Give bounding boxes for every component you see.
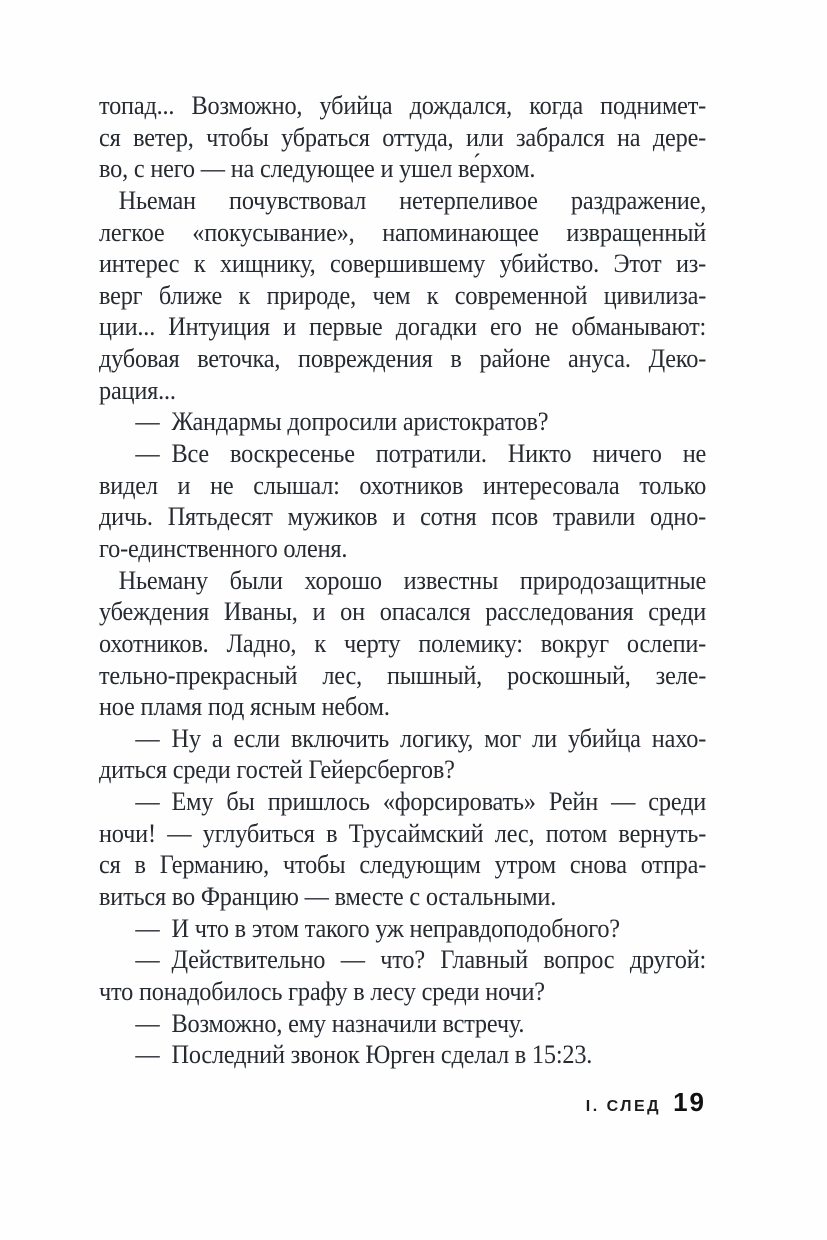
text-line: диться среди гостей Гейерсбергов? <box>99 755 455 785</box>
text-line: во, с него — на следующее и ушел ве́рхом. <box>99 154 536 184</box>
text-line: легкое «покусывание», напоминающее извращенный <box>99 217 707 247</box>
text-line: Ньеман почувствовал нетерпеливое раздражение, <box>118 185 707 215</box>
text-line: дичь. Пятьдесят мужиков и сотня псов травили одно- <box>99 502 707 532</box>
text-line: — Ну а если включить логику, мог ли убийца нахо- <box>135 723 707 753</box>
text-line: — Все воскресенье потратили. Никто ничего не <box>135 439 707 469</box>
text-line: верг ближе к природе, чем к современной цивилиза- <box>99 280 707 310</box>
text-line: го-единственного оленя. <box>99 533 348 563</box>
text-line: видел и не слышал: охотников интересовала только <box>99 470 707 500</box>
text-line: Ньеману были хорошо известны природозащитные <box>118 565 707 595</box>
text-line: ции... Интуиция и первые догадки его не обманывают: <box>99 312 707 342</box>
page-number: 19 <box>673 1087 706 1117</box>
text-line: — Возможно, ему назначили встречу. <box>135 1008 525 1038</box>
text-block <box>99 90 706 1071</box>
text-line: — Ему бы пришлось «форсировать» Рейн — среди <box>135 787 707 817</box>
text-line: убеждения Иваны, и он опасался расследования среди <box>99 597 707 627</box>
text-line: охотников. Ладно, к черту полемику: вокруг ослепи- <box>99 628 707 658</box>
text-line: рация... <box>99 375 176 405</box>
page-footer <box>586 1087 706 1118</box>
text-line: — Действительно — что? Главный вопрос другой: <box>135 945 707 975</box>
text-line: дубовая веточка, повреждения в районе ануса. Деко- <box>99 344 707 374</box>
text-line: ночи! — углубиться в Трусаймский лес, потом вернуть- <box>99 818 707 848</box>
text-line: ся ветер, чтобы убраться оттуда, или забрался на дере- <box>99 122 707 152</box>
text-line: — И что в этом такого уж неправдоподобного? <box>135 913 620 943</box>
text-line: тельно-прекрасный лес, пышный, роскошный, зеле- <box>99 660 707 690</box>
chapter-label: I. СЛЕД <box>585 1098 662 1115</box>
text-line: ся в Германию, чтобы следующим утром снова отпра- <box>99 850 707 880</box>
text-line: что понадобилось графу в лесу среди ночи? <box>99 976 545 1006</box>
text-line: виться во Францию — вместе с остальными. <box>99 882 557 912</box>
text-line: — Жандармы допросили аристократов? <box>135 407 549 437</box>
text-line: ное пламя под ясным небом. <box>99 692 390 722</box>
text-line: интерес к хищнику, совершившему убийство. Этот из- <box>99 249 707 279</box>
text-line: топад... Возможно, убийца дождался, когда поднимет- <box>99 91 707 120</box>
text-line: — Последний звонок Юрген сделал в 15:23. <box>135 1040 593 1070</box>
